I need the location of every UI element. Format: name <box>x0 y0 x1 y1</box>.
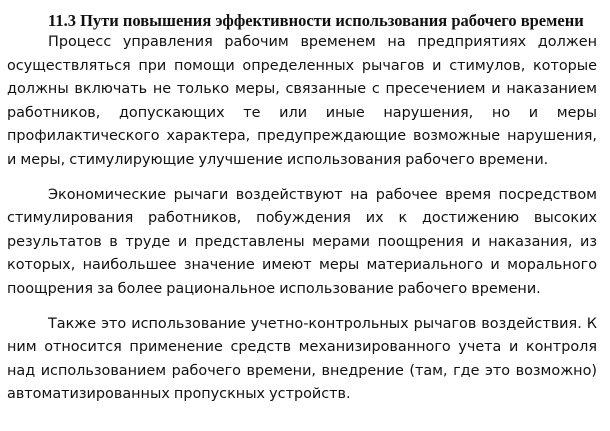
paragraph-2: Экономические рычаги воздействуют на рабочее время посредством стимулирования работников, побуждения их к достижению высоких результатов в труде и представлены мерами поощрения и наказания, из которых, наибольшее значение имеют меры материального и морального поощрения за более рациональное использование рабочего времени. <box>7 186 597 297</box>
paragraph-3: Также это использование учетно-контрольных рычагов воздействия. К ним относится применение средств механизированного учета и контроля над использованием рабочего времени, внедрение (там, где это возможно) автоматизированных пропускных устройств. <box>7 315 597 403</box>
paragraph-1: Процесс управления рабочим временем на предприятиях должен осуществляться при помощи определенных рычагов и стимулов, которые должны включать не только меры, связанные с пресечением и наказанием работников, допускающих те или иные нарушения, но и меры профилактического характера, предупреждающие возможные нарушения, и меры, стимулирующие улучшение использования рабочего времени. <box>7 34 597 168</box>
section-heading: 11.3 Пути повышения эффективности использования рабочего времени <box>48 11 584 30</box>
